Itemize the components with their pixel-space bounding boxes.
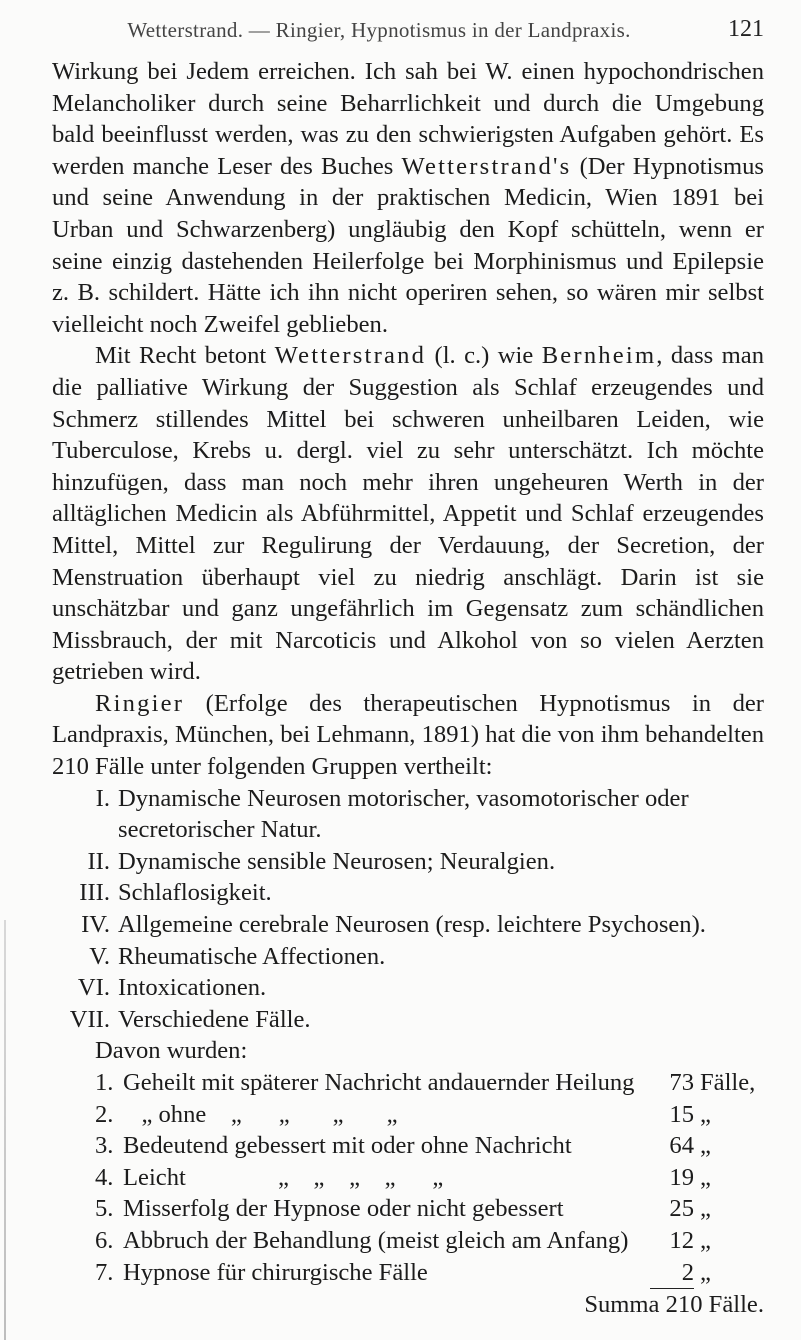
result-number: 7. [95,1258,114,1286]
group-text: Dynamische sensible Neurosen; Neuralgien. [118,847,556,875]
result-count: 12 [669,1226,694,1254]
group-number: III. [79,879,110,907]
group-number: IV. [81,911,110,939]
result-number: 1. [95,1069,114,1096]
page-number: 121 [728,16,764,42]
page-header [52,12,764,56]
paragraph-2-text-b: (l. c.) wie [426,342,542,370]
group-text: Allgemeine cerebrale Neurosen (resp. leichtere Psychosen). [118,911,706,939]
result-count: 15 [669,1100,694,1128]
paragraph-2-text-c: , dass man die palliative Wirkung der Suggestion als Schlaf erzeugendes und Schmerz stillendes Mittel bei schweren unheilbaren Leiden, wie Tuberculose, Krebs u. dergl. viel zu sehr unterschätzt. Ich möchte hinzufügen, dass man noch mehr ihren ungeheuren Werth in der alltäglichen Medicin als Abführmittel, Appetit und Schlaf erzeugendes Mittel, Mittel zur Regulirung der Verdauung, der Secretion, der Menstruation überhaupt viel zu niedrig anschlägt. Darin ist sie unschätzbar und ganz ungefährlich im Gegensatz zum schändlichen Missbrauch, der mit Narcoticis und Alkohol von so vielen Aerzten getrieben wird. [52,342,764,686]
result-count: 73 [669,1069,694,1096]
author-name-wetterstrand: Wetterstrand's [401,152,572,180]
result-unit: „ [700,1100,711,1128]
result-unit: „ [700,1163,711,1191]
result-number: 5. [95,1195,114,1223]
result-number: 3. [95,1132,114,1160]
page-body [52,56,764,1321]
paragraph-3 [52,688,764,783]
table-row [95,1130,764,1162]
result-text: Leicht „ „ „ „ „ [123,1163,444,1191]
table-row [95,1067,764,1099]
results-total: Summa 210 Fälle. [584,1291,764,1319]
result-unit: „ [700,1226,711,1254]
result-unit: „ [700,1195,711,1223]
group-number: II. [87,847,110,875]
result-unit: Fälle, [700,1069,756,1096]
result-number: 2. [95,1100,114,1128]
result-count: 25 [669,1195,694,1223]
group-item [52,877,764,909]
result-count: 2 [650,1257,694,1289]
group-list [52,783,764,1036]
paragraph-3-text: (Erfolge des therapeutischen Hypnotismus in der Landpraxis, München, bei Lehmann, 1891) hat die von ihm behandelten 210 Fälle unter folgenden Gruppen vertheilt: [52,689,764,781]
group-item [52,909,764,941]
result-text: Geheilt mit späterer Nachricht andauernder Heilung [123,1069,635,1096]
group-item [52,972,764,1004]
result-unit: „ [700,1132,711,1160]
author-name-bernheim: Bernheim [541,342,657,370]
result-count: 19 [669,1163,694,1191]
group-text: Rheumatische Affectionen. [118,942,386,970]
group-text: Dynamische Neurosen motorischer, vasomotorischer oder secretorischer Natur. [118,784,689,844]
result-text: Hypnose für chirurgische Fälle [123,1258,428,1286]
binding-edge-shadow [4,920,6,1340]
author-name-ringier: Ringier [95,689,185,717]
group-text: Intoxicationen. [118,974,267,1002]
book-page [52,12,764,1321]
paragraph-1-rest: (Der Hypnotismus und seine Anwendung in der praktischen Medicin, Wien 1891 bei Urban und Schwarzenberg) ungläubig den Kopf schütteln, wenn er seine einzig dastehenden Heilerfolge bei Morphinismus und Epilepsie z. B. schildert. Hätte ich ihn nicht operiren sehen, so wären mir selbst vielleicht noch Zweifel geblieben. [52,152,764,338]
paragraph-1 [52,56,764,340]
group-number: VII. [69,1005,110,1033]
table-row [95,1193,764,1225]
group-number: V. [89,942,110,970]
result-number: 4. [95,1163,114,1191]
group-item [52,941,764,973]
result-text: Bedeutend gebessert mit oder ohne Nachricht [123,1132,572,1160]
result-text: Misserfolg der Hypnose oder nicht gebessert [123,1195,564,1223]
result-unit: „ [700,1258,711,1286]
results-table [95,1067,764,1289]
paragraph-1-text: Wirkung bei Jedem erreichen. Ich sah bei W. einen hypochondrischen Melancholiker durch seine Beharrlichkeit und durch die Umgebung bald beeinflusst werden, was zu den schwierigsten Aufgaben gehört. Es werden manche Leser des Buches [52,58,764,180]
result-text: „ ohne „ „ „ „ [123,1100,398,1128]
group-item [52,1004,764,1036]
group-item [52,846,764,878]
group-number: VI. [77,974,110,1002]
results-intro: Davon wurden: [95,1037,248,1065]
result-number: 6. [95,1226,114,1254]
author-name-wetterstrand-2: Wetterstrand [274,342,427,370]
table-row [95,1225,764,1257]
table-row [95,1257,764,1289]
result-count: 64 [669,1132,694,1160]
group-text: Schlaflosigkeit. [118,879,272,907]
table-row [95,1099,764,1131]
result-text: Abbruch der Behandlung (meist gleich am Anfang) [123,1226,629,1254]
paragraph-2 [52,340,764,688]
table-row [95,1162,764,1194]
running-title: Wetterstrand. — Ringier, Hypnotismus in der Landpraxis. [127,18,631,42]
group-number: I. [95,784,110,812]
group-text: Verschiedene Fälle. [118,1005,311,1033]
paragraph-2-text-a: Mit Recht betont [95,342,275,370]
group-item [52,783,764,846]
